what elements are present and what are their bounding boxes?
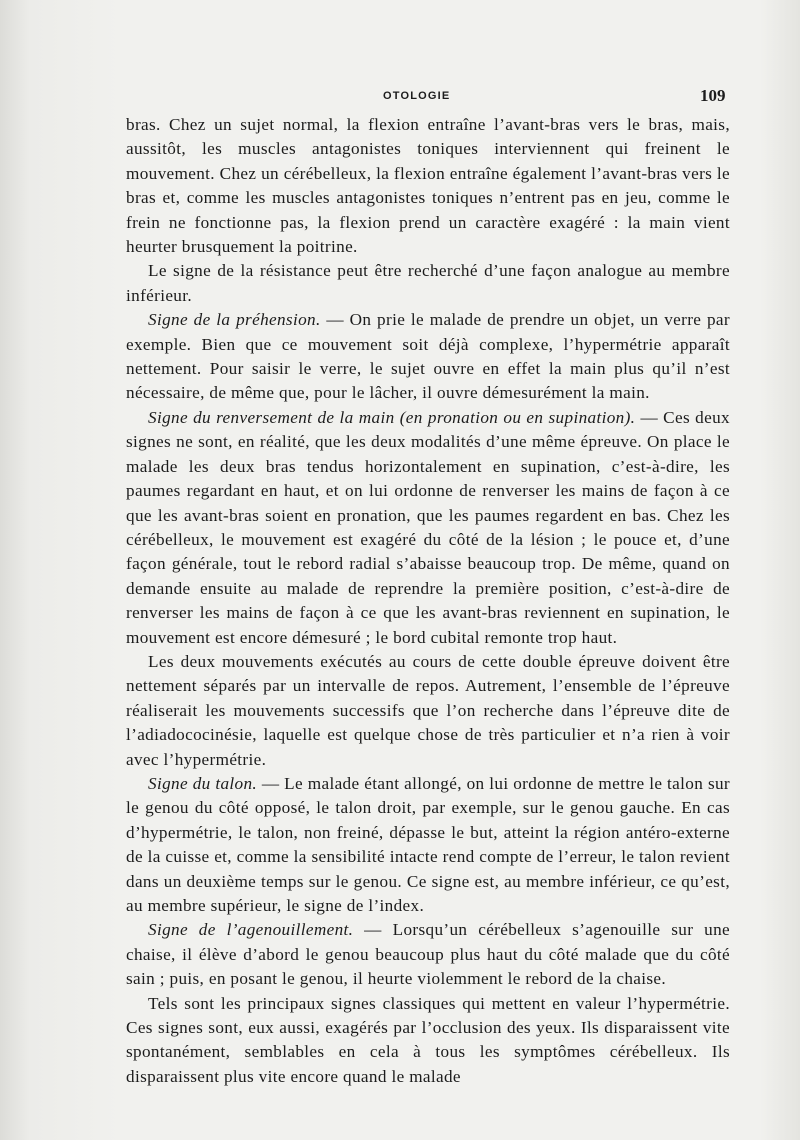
paragraph-8: Tels sont les principaux signes classiques qui mettent en valeur l’hypermétrie. Ces signes sont, eux aussi, exagérés par l’occlusion des yeux. Ils disparaissent vite spontanément, semblables en cela à tous les symptômes cérébelleux. Ils disparaissent plus vite encore quand le malade <box>126 993 730 1086</box>
section-lead-agenouillement: Signe de l’agenouillement. <box>148 920 354 940</box>
running-header <box>0 86 800 108</box>
paragraph-1: bras. Chez un sujet normal, la flexion entraîne l’avant-bras vers le bras, mais, aussitôt, les muscles antagonistes toniques interviennent qui freinent le mouvement. Chez un cérébelleux, la flexion entraîne également l’avant-bras vers le bras et, comme les muscles antagonistes toniques n’entrent pas en jeu, comme le frein ne fonctionne pas, la flexion prend un caractère exagéré : la main vient heurter brusquement la poitrine. <box>126 115 730 257</box>
paragraph-talon <box>126 772 730 918</box>
running-title: OTOLOGIE <box>383 90 451 102</box>
paragraph-renversement <box>126 406 730 650</box>
paragraph-agenouillement <box>126 918 730 991</box>
paragraph-talon-text: — Le malade étant allongé, on lui ordonne de mettre le talon sur le genou du côté opposé, le talon droit, par exemple, sur le genou gauche. En cas d’hypermétrie, le talon, non freiné, dépasse le but, atteint la région antéro-externe de la cuisse et, comme la sensibilité intacte rend compte de l’erreur, le talon revient dans un deuxième temps sur le genou. Ce signe est, au membre inférieur, ce qu’est, au membre supérieur, le signe de l’index. <box>126 773 730 915</box>
paragraph-prehension-text: — On prie le malade de prendre un objet, un verre par exemple. Bien que ce mouvement soit déjà complexe, l’hypermétrie apparaît nettement. Pour saisir le verre, le sujet ouvre en effet la main plus qu’il n’est nécessaire, de même que, pour le lâcher, il ouvre démesurément la main. <box>126 310 730 403</box>
body-text <box>126 113 730 1089</box>
paragraph-5: Les deux mouvements exécutés au cours de cette double épreuve doivent être nettement séparés par un intervalle de repos. Autrement, l’ensemble de l’épreuve réaliserait les mouvements successifs que l’on recherche dans l’épreuve dite de l’adiadococinésie, laquelle est quelque chose de très particulier et n’a rien à voir avec l’hypermétrie. <box>126 651 730 769</box>
section-lead-prehension: Signe de la préhension. <box>148 310 321 330</box>
page-number: 109 <box>700 86 726 105</box>
section-lead-talon: Signe du talon. <box>148 773 258 793</box>
paragraph-2: Le signe de la résistance peut être recherché d’une façon analogue au membre inférieur. <box>126 261 730 305</box>
section-lead-renversement: Signe du renversement de la main (en pronation ou en supination). <box>148 407 636 427</box>
paragraph-agenouillement-text: — Lorsqu’un cérébelleux s’agenouille sur une chaise, il élève d’abord le genou beaucoup plus haut du côté malade que du côté sain ; puis, en posant le genou, il heurte violemment le rebord de la chaise. <box>126 920 731 989</box>
paragraph-renversement-text: — Ces deux signes ne sont, en réalité, que les deux modalités d’une même épreuve. On place le malade les deux bras tendus horizontalement en supination, c’est-à-dire, les paumes regardant en haut, et on lui ordonne de renverser les mains de façon à ce que les avant-bras soient en pronation, que les paumes regardent en bas. Chez les cérébelleux, le mouvement est exagéré du côté de la lésion ; le pouce et, d’une façon générale, tout le rebord radial s’abaisse beaucoup trop. De même, quand on demande ensuite au malade de reprendre la première position, c’est-à-dire de renverser les mains de façon à ce que les avant-bras reviennent en supination, le mouvement est encore démesuré ; le bord cubital remonte trop haut. <box>126 407 730 647</box>
paragraph-prehension <box>126 308 730 406</box>
